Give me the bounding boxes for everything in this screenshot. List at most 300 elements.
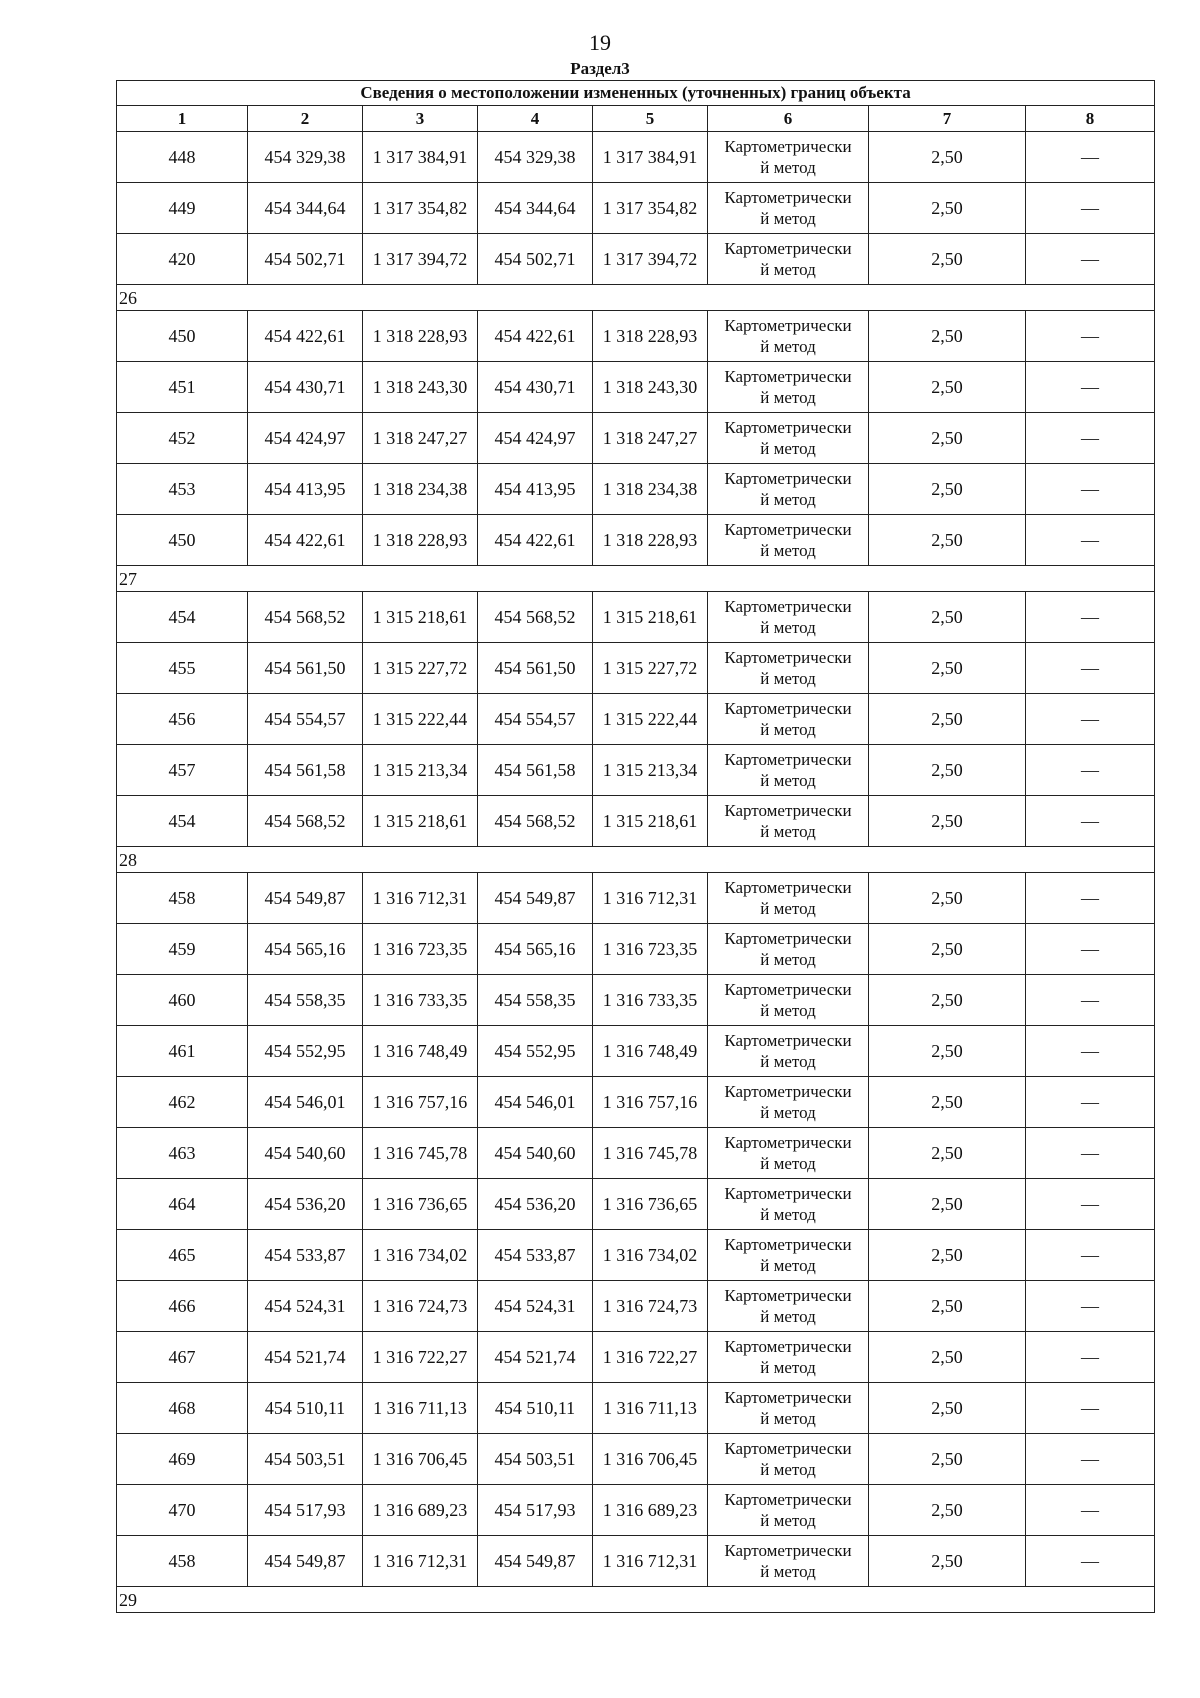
method-cell xyxy=(708,643,869,694)
column-header: 1 xyxy=(117,106,248,132)
description-cell: — xyxy=(1026,873,1155,924)
table-row xyxy=(117,1026,1155,1077)
x-new-cell: 454 558,35 xyxy=(478,975,593,1026)
description-cell: — xyxy=(1026,975,1155,1026)
description-cell: — xyxy=(1026,464,1155,515)
accuracy-cell: 2,50 xyxy=(869,745,1026,796)
y-new-cell: 1 316 711,13 xyxy=(593,1383,708,1434)
y-existing-cell: 1 316 733,35 xyxy=(363,975,478,1026)
table-row xyxy=(117,592,1155,643)
method-text-line1: Картометрически xyxy=(724,750,852,769)
y-new-cell: 1 315 218,61 xyxy=(593,592,708,643)
x-new-cell: 454 413,95 xyxy=(478,464,593,515)
method-text-line2: й метод xyxy=(760,1307,816,1326)
method-text-line2: й метод xyxy=(760,1001,816,1020)
column-header: 2 xyxy=(248,106,363,132)
y-new-cell: 1 317 394,72 xyxy=(593,234,708,285)
x-existing-cell: 454 329,38 xyxy=(248,132,363,183)
method-text-line1: Картометрически xyxy=(724,137,852,156)
method-cell xyxy=(708,183,869,234)
description-cell: — xyxy=(1026,1434,1155,1485)
y-new-cell: 1 317 354,82 xyxy=(593,183,708,234)
x-new-cell: 454 549,87 xyxy=(478,1536,593,1587)
description-cell: — xyxy=(1026,592,1155,643)
method-text-line1: Картометрически xyxy=(724,1031,852,1050)
method-text-line1: Картометрически xyxy=(724,520,852,539)
accuracy-cell: 2,50 xyxy=(869,1485,1026,1536)
method-cell xyxy=(708,1026,869,1077)
method-text-line1: Картометрически xyxy=(724,1286,852,1305)
method-text-line2: й метод xyxy=(760,1256,816,1275)
y-existing-cell: 1 315 213,34 xyxy=(363,745,478,796)
description-cell: — xyxy=(1026,515,1155,566)
x-new-cell: 454 422,61 xyxy=(478,311,593,362)
method-cell xyxy=(708,234,869,285)
description-cell: — xyxy=(1026,1026,1155,1077)
point-number-cell: 449 xyxy=(117,183,248,234)
method-text-line2: й метод xyxy=(760,669,816,688)
column-header: 7 xyxy=(869,106,1026,132)
table-caption: Сведения о местоположении измененных (уточненных) границ объекта xyxy=(117,81,1155,106)
y-new-cell: 1 316 689,23 xyxy=(593,1485,708,1536)
method-text-line2: й метод xyxy=(760,388,816,407)
accuracy-cell: 2,50 xyxy=(869,1026,1026,1077)
method-text-line2: й метод xyxy=(760,1205,816,1224)
method-text-line2: й метод xyxy=(760,771,816,790)
point-number-cell: 468 xyxy=(117,1383,248,1434)
point-number-cell: 459 xyxy=(117,924,248,975)
method-cell xyxy=(708,362,869,413)
description-cell: — xyxy=(1026,796,1155,847)
group-label: 27 xyxy=(117,566,1155,592)
y-new-cell: 1 316 757,16 xyxy=(593,1077,708,1128)
method-text-line1: Картометрически xyxy=(724,1082,852,1101)
point-number-cell: 456 xyxy=(117,694,248,745)
y-new-cell: 1 316 706,45 xyxy=(593,1434,708,1485)
method-cell xyxy=(708,1281,869,1332)
table-row xyxy=(117,1485,1155,1536)
method-text-line1: Картометрически xyxy=(724,1184,852,1203)
method-text-line2: й метод xyxy=(760,950,816,969)
y-existing-cell: 1 316 748,49 xyxy=(363,1026,478,1077)
method-cell xyxy=(708,1383,869,1434)
x-existing-cell: 454 546,01 xyxy=(248,1077,363,1128)
method-cell xyxy=(708,132,869,183)
description-cell: — xyxy=(1026,1383,1155,1434)
y-new-cell: 1 315 227,72 xyxy=(593,643,708,694)
accuracy-cell: 2,50 xyxy=(869,1281,1026,1332)
y-existing-cell: 1 317 384,91 xyxy=(363,132,478,183)
x-new-cell: 454 503,51 xyxy=(478,1434,593,1485)
method-text-line1: Картометрически xyxy=(724,1133,852,1152)
point-number-cell: 461 xyxy=(117,1026,248,1077)
x-new-cell: 454 502,71 xyxy=(478,234,593,285)
accuracy-cell: 2,50 xyxy=(869,924,1026,975)
y-existing-cell: 1 316 745,78 xyxy=(363,1128,478,1179)
group-label-row xyxy=(117,1587,1155,1613)
method-text-line2: й метод xyxy=(760,1460,816,1479)
method-cell xyxy=(708,1485,869,1536)
x-new-cell: 454 524,31 xyxy=(478,1281,593,1332)
method-cell xyxy=(708,1230,869,1281)
method-cell xyxy=(708,1128,869,1179)
y-existing-cell: 1 318 228,93 xyxy=(363,311,478,362)
y-existing-cell: 1 318 234,38 xyxy=(363,464,478,515)
group-label-row xyxy=(117,847,1155,873)
table-row xyxy=(117,1230,1155,1281)
method-cell xyxy=(708,464,869,515)
method-text-line2: й метод xyxy=(760,158,816,177)
accuracy-cell: 2,50 xyxy=(869,643,1026,694)
description-cell: — xyxy=(1026,1536,1155,1587)
group-label: 26 xyxy=(117,285,1155,311)
table-row xyxy=(117,1332,1155,1383)
x-existing-cell: 454 536,20 xyxy=(248,1179,363,1230)
y-existing-cell: 1 316 712,31 xyxy=(363,873,478,924)
method-text-line2: й метод xyxy=(760,1103,816,1122)
y-new-cell: 1 317 384,91 xyxy=(593,132,708,183)
point-number-cell: 452 xyxy=(117,413,248,464)
point-number-cell: 454 xyxy=(117,796,248,847)
method-cell xyxy=(708,311,869,362)
table-row xyxy=(117,1281,1155,1332)
x-new-cell: 454 344,64 xyxy=(478,183,593,234)
x-existing-cell: 454 540,60 xyxy=(248,1128,363,1179)
column-header-row xyxy=(117,106,1155,132)
method-text-line1: Картометрически xyxy=(724,699,852,718)
y-existing-cell: 1 316 712,31 xyxy=(363,1536,478,1587)
description-cell: — xyxy=(1026,1332,1155,1383)
method-text-line2: й метод xyxy=(760,1358,816,1377)
x-existing-cell: 454 430,71 xyxy=(248,362,363,413)
method-cell xyxy=(708,745,869,796)
method-text-line2: й метод xyxy=(760,720,816,739)
method-text-line2: й метод xyxy=(760,337,816,356)
x-existing-cell: 454 510,11 xyxy=(248,1383,363,1434)
accuracy-cell: 2,50 xyxy=(869,234,1026,285)
point-number-cell: 457 xyxy=(117,745,248,796)
column-header: 4 xyxy=(478,106,593,132)
table-row xyxy=(117,1179,1155,1230)
y-new-cell: 1 315 218,61 xyxy=(593,796,708,847)
method-text-line2: й метод xyxy=(760,209,816,228)
table-row xyxy=(117,745,1155,796)
method-text-line1: Картометрически xyxy=(724,188,852,207)
x-new-cell: 454 424,97 xyxy=(478,413,593,464)
group-label: 28 xyxy=(117,847,1155,873)
x-new-cell: 454 329,38 xyxy=(478,132,593,183)
point-number-cell: 466 xyxy=(117,1281,248,1332)
y-existing-cell: 1 316 689,23 xyxy=(363,1485,478,1536)
method-cell xyxy=(708,924,869,975)
y-new-cell: 1 318 228,93 xyxy=(593,515,708,566)
description-cell: — xyxy=(1026,183,1155,234)
point-number-cell: 450 xyxy=(117,311,248,362)
x-new-cell: 454 510,11 xyxy=(478,1383,593,1434)
table-row xyxy=(117,924,1155,975)
y-new-cell: 1 315 213,34 xyxy=(593,745,708,796)
x-new-cell: 454 549,87 xyxy=(478,873,593,924)
description-cell: — xyxy=(1026,413,1155,464)
method-text-line1: Картометрически xyxy=(724,929,852,948)
accuracy-cell: 2,50 xyxy=(869,515,1026,566)
description-cell: — xyxy=(1026,1128,1155,1179)
y-new-cell: 1 316 736,65 xyxy=(593,1179,708,1230)
table-body xyxy=(117,132,1155,1613)
group-label: 29 xyxy=(117,1587,1155,1613)
method-text-line1: Картометрически xyxy=(724,597,852,616)
point-number-cell: 455 xyxy=(117,643,248,694)
y-new-cell: 1 318 228,93 xyxy=(593,311,708,362)
accuracy-cell: 2,50 xyxy=(869,1434,1026,1485)
y-new-cell: 1 316 748,49 xyxy=(593,1026,708,1077)
accuracy-cell: 2,50 xyxy=(869,1230,1026,1281)
x-new-cell: 454 565,16 xyxy=(478,924,593,975)
x-new-cell: 454 568,52 xyxy=(478,796,593,847)
table-row xyxy=(117,643,1155,694)
description-cell: — xyxy=(1026,234,1155,285)
method-cell xyxy=(708,413,869,464)
table-row xyxy=(117,464,1155,515)
column-header: 3 xyxy=(363,106,478,132)
point-number-cell: 458 xyxy=(117,873,248,924)
x-existing-cell: 454 554,57 xyxy=(248,694,363,745)
accuracy-cell: 2,50 xyxy=(869,873,1026,924)
x-new-cell: 454 517,93 xyxy=(478,1485,593,1536)
x-new-cell: 454 552,95 xyxy=(478,1026,593,1077)
table-row xyxy=(117,694,1155,745)
y-existing-cell: 1 316 711,13 xyxy=(363,1383,478,1434)
method-text-line1: Картометрически xyxy=(724,316,852,335)
x-new-cell: 454 536,20 xyxy=(478,1179,593,1230)
x-new-cell: 454 568,52 xyxy=(478,592,593,643)
method-text-line2: й метод xyxy=(760,1154,816,1173)
method-text-line2: й метод xyxy=(760,618,816,637)
y-new-cell: 1 316 712,31 xyxy=(593,1536,708,1587)
method-text-line1: Картометрически xyxy=(724,1541,852,1560)
x-new-cell: 454 422,61 xyxy=(478,515,593,566)
y-new-cell: 1 318 247,27 xyxy=(593,413,708,464)
accuracy-cell: 2,50 xyxy=(869,796,1026,847)
method-text-line1: Картометрически xyxy=(724,469,852,488)
y-new-cell: 1 316 733,35 xyxy=(593,975,708,1026)
method-cell xyxy=(708,1332,869,1383)
method-text-line1: Картометрически xyxy=(724,1337,852,1356)
description-cell: — xyxy=(1026,362,1155,413)
method-text-line1: Картометрически xyxy=(724,1235,852,1254)
method-text-line2: й метод xyxy=(760,822,816,841)
y-existing-cell: 1 318 247,27 xyxy=(363,413,478,464)
y-existing-cell: 1 315 218,61 xyxy=(363,796,478,847)
method-text-line2: й метод xyxy=(760,1511,816,1530)
x-new-cell: 454 430,71 xyxy=(478,362,593,413)
method-text-line1: Картометрически xyxy=(724,1490,852,1509)
method-text-line2: й метод xyxy=(760,1409,816,1428)
x-existing-cell: 454 561,50 xyxy=(248,643,363,694)
description-cell: — xyxy=(1026,132,1155,183)
method-text-line1: Картометрически xyxy=(724,239,852,258)
accuracy-cell: 2,50 xyxy=(869,1536,1026,1587)
method-cell xyxy=(708,1179,869,1230)
description-cell: — xyxy=(1026,1179,1155,1230)
column-header: 5 xyxy=(593,106,708,132)
description-cell: — xyxy=(1026,1077,1155,1128)
y-new-cell: 1 315 222,44 xyxy=(593,694,708,745)
y-existing-cell: 1 316 722,27 xyxy=(363,1332,478,1383)
table-row xyxy=(117,796,1155,847)
point-number-cell: 462 xyxy=(117,1077,248,1128)
x-existing-cell: 454 521,74 xyxy=(248,1332,363,1383)
table-row xyxy=(117,1128,1155,1179)
x-new-cell: 454 533,87 xyxy=(478,1230,593,1281)
y-existing-cell: 1 317 354,82 xyxy=(363,183,478,234)
method-cell xyxy=(708,694,869,745)
point-number-cell: 470 xyxy=(117,1485,248,1536)
table-row xyxy=(117,183,1155,234)
x-existing-cell: 454 549,87 xyxy=(248,873,363,924)
y-new-cell: 1 318 243,30 xyxy=(593,362,708,413)
x-existing-cell: 454 524,31 xyxy=(248,1281,363,1332)
description-cell: — xyxy=(1026,643,1155,694)
method-text-line1: Картометрически xyxy=(724,878,852,897)
table-row xyxy=(117,132,1155,183)
table-row xyxy=(117,1536,1155,1587)
method-text-line1: Картометрически xyxy=(724,367,852,386)
y-existing-cell: 1 316 734,02 xyxy=(363,1230,478,1281)
y-existing-cell: 1 318 243,30 xyxy=(363,362,478,413)
table-row xyxy=(117,1383,1155,1434)
method-cell xyxy=(708,975,869,1026)
accuracy-cell: 2,50 xyxy=(869,592,1026,643)
table-row xyxy=(117,234,1155,285)
point-number-cell: 451 xyxy=(117,362,248,413)
point-number-cell: 420 xyxy=(117,234,248,285)
x-existing-cell: 454 503,51 xyxy=(248,1434,363,1485)
accuracy-cell: 2,50 xyxy=(869,1179,1026,1230)
accuracy-cell: 2,50 xyxy=(869,1128,1026,1179)
point-number-cell: 463 xyxy=(117,1128,248,1179)
x-existing-cell: 454 344,64 xyxy=(248,183,363,234)
y-existing-cell: 1 316 706,45 xyxy=(363,1434,478,1485)
description-cell: — xyxy=(1026,924,1155,975)
point-number-cell: 458 xyxy=(117,1536,248,1587)
point-number-cell: 469 xyxy=(117,1434,248,1485)
page-number: 19 xyxy=(589,30,611,55)
method-cell xyxy=(708,796,869,847)
method-cell xyxy=(708,1434,869,1485)
method-text-line1: Картометрически xyxy=(724,1388,852,1407)
method-text-line1: Картометрически xyxy=(724,1439,852,1458)
accuracy-cell: 2,50 xyxy=(869,975,1026,1026)
point-number-cell: 465 xyxy=(117,1230,248,1281)
x-existing-cell: 454 424,97 xyxy=(248,413,363,464)
description-cell: — xyxy=(1026,1281,1155,1332)
table-row xyxy=(117,1077,1155,1128)
table-row xyxy=(117,413,1155,464)
table-row xyxy=(117,362,1155,413)
method-cell xyxy=(708,592,869,643)
method-cell xyxy=(708,515,869,566)
method-cell xyxy=(708,873,869,924)
y-existing-cell: 1 316 736,65 xyxy=(363,1179,478,1230)
x-existing-cell: 454 413,95 xyxy=(248,464,363,515)
description-cell: — xyxy=(1026,745,1155,796)
y-new-cell: 1 316 712,31 xyxy=(593,873,708,924)
section-title: Раздел3 xyxy=(570,59,630,78)
method-cell xyxy=(708,1536,869,1587)
method-text-line2: й метод xyxy=(760,541,816,560)
y-new-cell: 1 316 734,02 xyxy=(593,1230,708,1281)
point-number-cell: 448 xyxy=(117,132,248,183)
method-text-line2: й метод xyxy=(760,260,816,279)
accuracy-cell: 2,50 xyxy=(869,1077,1026,1128)
y-existing-cell: 1 315 222,44 xyxy=(363,694,478,745)
table-row xyxy=(117,873,1155,924)
y-existing-cell: 1 316 723,35 xyxy=(363,924,478,975)
x-existing-cell: 454 561,58 xyxy=(248,745,363,796)
accuracy-cell: 2,50 xyxy=(869,311,1026,362)
y-new-cell: 1 316 724,73 xyxy=(593,1281,708,1332)
accuracy-cell: 2,50 xyxy=(869,413,1026,464)
point-number-cell: 467 xyxy=(117,1332,248,1383)
x-new-cell: 454 561,50 xyxy=(478,643,593,694)
y-existing-cell: 1 315 218,61 xyxy=(363,592,478,643)
coordinates-table xyxy=(116,80,1155,1613)
column-header: 8 xyxy=(1026,106,1155,132)
point-number-cell: 460 xyxy=(117,975,248,1026)
x-existing-cell: 454 558,35 xyxy=(248,975,363,1026)
y-new-cell: 1 316 723,35 xyxy=(593,924,708,975)
column-header: 6 xyxy=(708,106,869,132)
method-text-line2: й метод xyxy=(760,1562,816,1581)
x-existing-cell: 454 552,95 xyxy=(248,1026,363,1077)
x-new-cell: 454 546,01 xyxy=(478,1077,593,1128)
x-existing-cell: 454 568,52 xyxy=(248,592,363,643)
table-row xyxy=(117,975,1155,1026)
y-existing-cell: 1 316 724,73 xyxy=(363,1281,478,1332)
x-existing-cell: 454 517,93 xyxy=(248,1485,363,1536)
y-existing-cell: 1 316 757,16 xyxy=(363,1077,478,1128)
point-number-cell: 454 xyxy=(117,592,248,643)
x-new-cell: 454 554,57 xyxy=(478,694,593,745)
y-new-cell: 1 316 722,27 xyxy=(593,1332,708,1383)
accuracy-cell: 2,50 xyxy=(869,362,1026,413)
y-existing-cell: 1 317 394,72 xyxy=(363,234,478,285)
y-new-cell: 1 316 745,78 xyxy=(593,1128,708,1179)
x-existing-cell: 454 422,61 xyxy=(248,515,363,566)
method-text-line2: й метод xyxy=(760,439,816,458)
y-existing-cell: 1 318 228,93 xyxy=(363,515,478,566)
x-existing-cell: 454 568,52 xyxy=(248,796,363,847)
x-existing-cell: 454 565,16 xyxy=(248,924,363,975)
x-existing-cell: 454 533,87 xyxy=(248,1230,363,1281)
description-cell: — xyxy=(1026,694,1155,745)
group-label-row xyxy=(117,285,1155,311)
x-existing-cell: 454 549,87 xyxy=(248,1536,363,1587)
accuracy-cell: 2,50 xyxy=(869,1383,1026,1434)
x-existing-cell: 454 502,71 xyxy=(248,234,363,285)
accuracy-cell: 2,50 xyxy=(869,464,1026,515)
y-new-cell: 1 318 234,38 xyxy=(593,464,708,515)
point-number-cell: 450 xyxy=(117,515,248,566)
point-number-cell: 464 xyxy=(117,1179,248,1230)
method-text-line2: й метод xyxy=(760,899,816,918)
method-text-line2: й метод xyxy=(760,490,816,509)
description-cell: — xyxy=(1026,311,1155,362)
x-new-cell: 454 540,60 xyxy=(478,1128,593,1179)
accuracy-cell: 2,50 xyxy=(869,183,1026,234)
description-cell: — xyxy=(1026,1485,1155,1536)
